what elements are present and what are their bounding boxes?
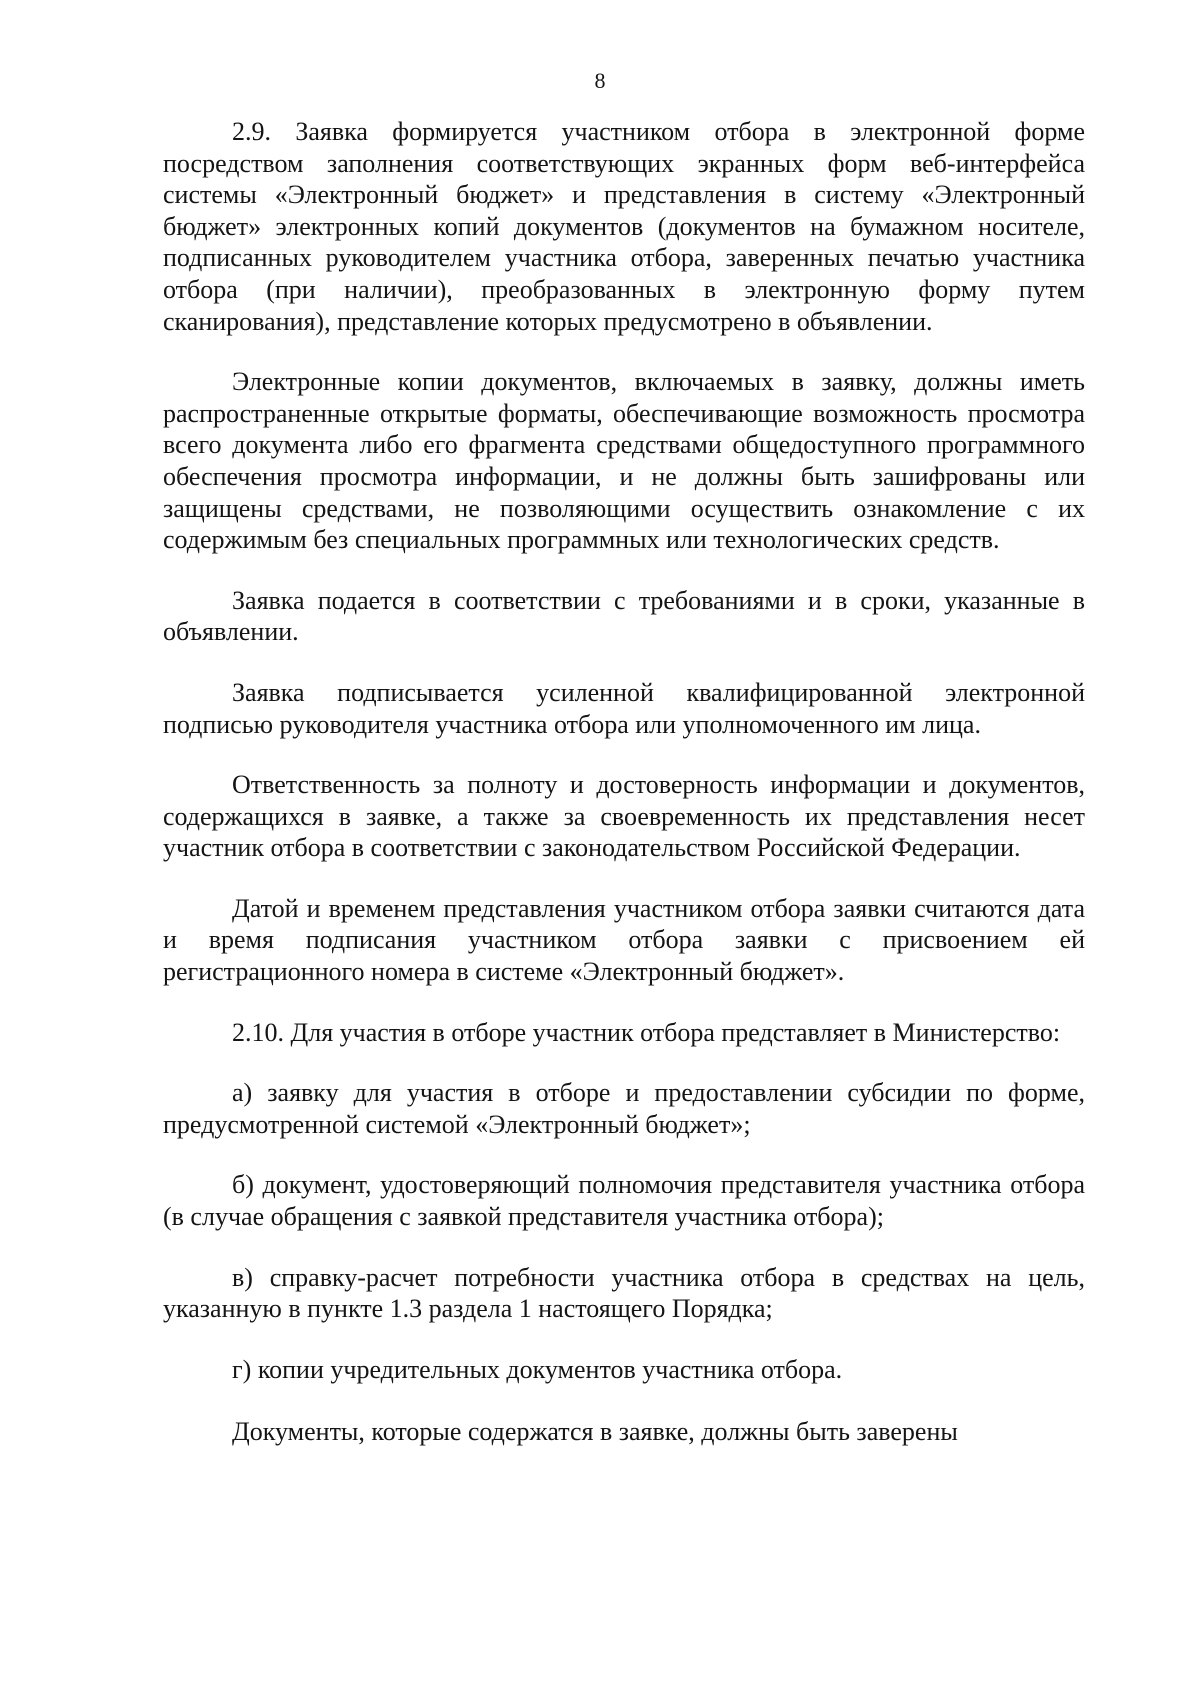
paragraph-signature: Заявка подписывается усиленной квалифицированной электронной подписью руководителя участника отбора или уполномоченного им лица. [163,677,1085,739]
list-item-a: а) заявку для участия в отборе и предоставлении субсидии по форме, предусмотренной системой «Электронный бюджет»; [163,1078,1085,1139]
list-item-b: б) документ, удостоверяющий полномочия представителя участника отбора (в случае обращения с заявкой представителя участника отбора); [163,1170,1085,1232]
paragraph-submission-date: Датой и временем представления участником отбора заявки считаются дата и время подписания участником отбора заявки с присвоением ей регистрационного номера в системе «Электронный бюджет». [163,893,1085,987]
paragraph-electronic-copies: Электронные копии документов, включаемых в заявку, должны иметь распространенные открытые форматы, обеспечивающие возможность просмотра всего документа либо его фрагмента средствами общедоступного программного обеспечения просмотра информации, и не должны быть зашифрованы или защищены средствами, не позволяющими осуществить ознакомление с их содержимым без специальных программных или технологических средств. [163,367,1085,555]
page-number: 8 [594,68,606,93]
list-item-v: в) справку-расчет потребности участника отбора в средствах на цель, указанную в пункте 1.3 раздела 1 настоящего Порядка; [163,1262,1085,1324]
paragraph-responsibility: Ответственность за полноту и достоверность информации и документов, содержащихся в заявке, а также за своевременность их представления несет участник отбора в соответствии с законодательством Российской Федерации. [163,770,1085,863]
document-body [163,116,1085,1448]
paragraph-documents-certified: Документы, которые содержатся в заявке, должны быть заверены [232,1417,958,1447]
paragraph-2-9: 2.9. Заявка формируется участником отбора в электронной форме посредством заполнения соответствующих экранных форм веб-интерфейса системы «Электронный бюджет» и представления в систему «Электронный бюджет» электронных копий документов (документов на бумажном носителе, подписанных руководителем участника отбора, заверенных печатью участника отбора (при наличии), преобразованных в электронную форму путем сканирования), представление которых предусмотрено в объявлении. [163,117,1085,336]
paragraph-submission-terms: Заявка подается в соответствии с требованиями и в сроки, указанные в объявлении. [163,585,1085,647]
list-item-g: г) копии учредительных документов участника отбора. [232,1354,843,1384]
paragraph-2-10: 2.10. Для участия в отборе участник отбора представляет в Министерство: [232,1017,1061,1047]
